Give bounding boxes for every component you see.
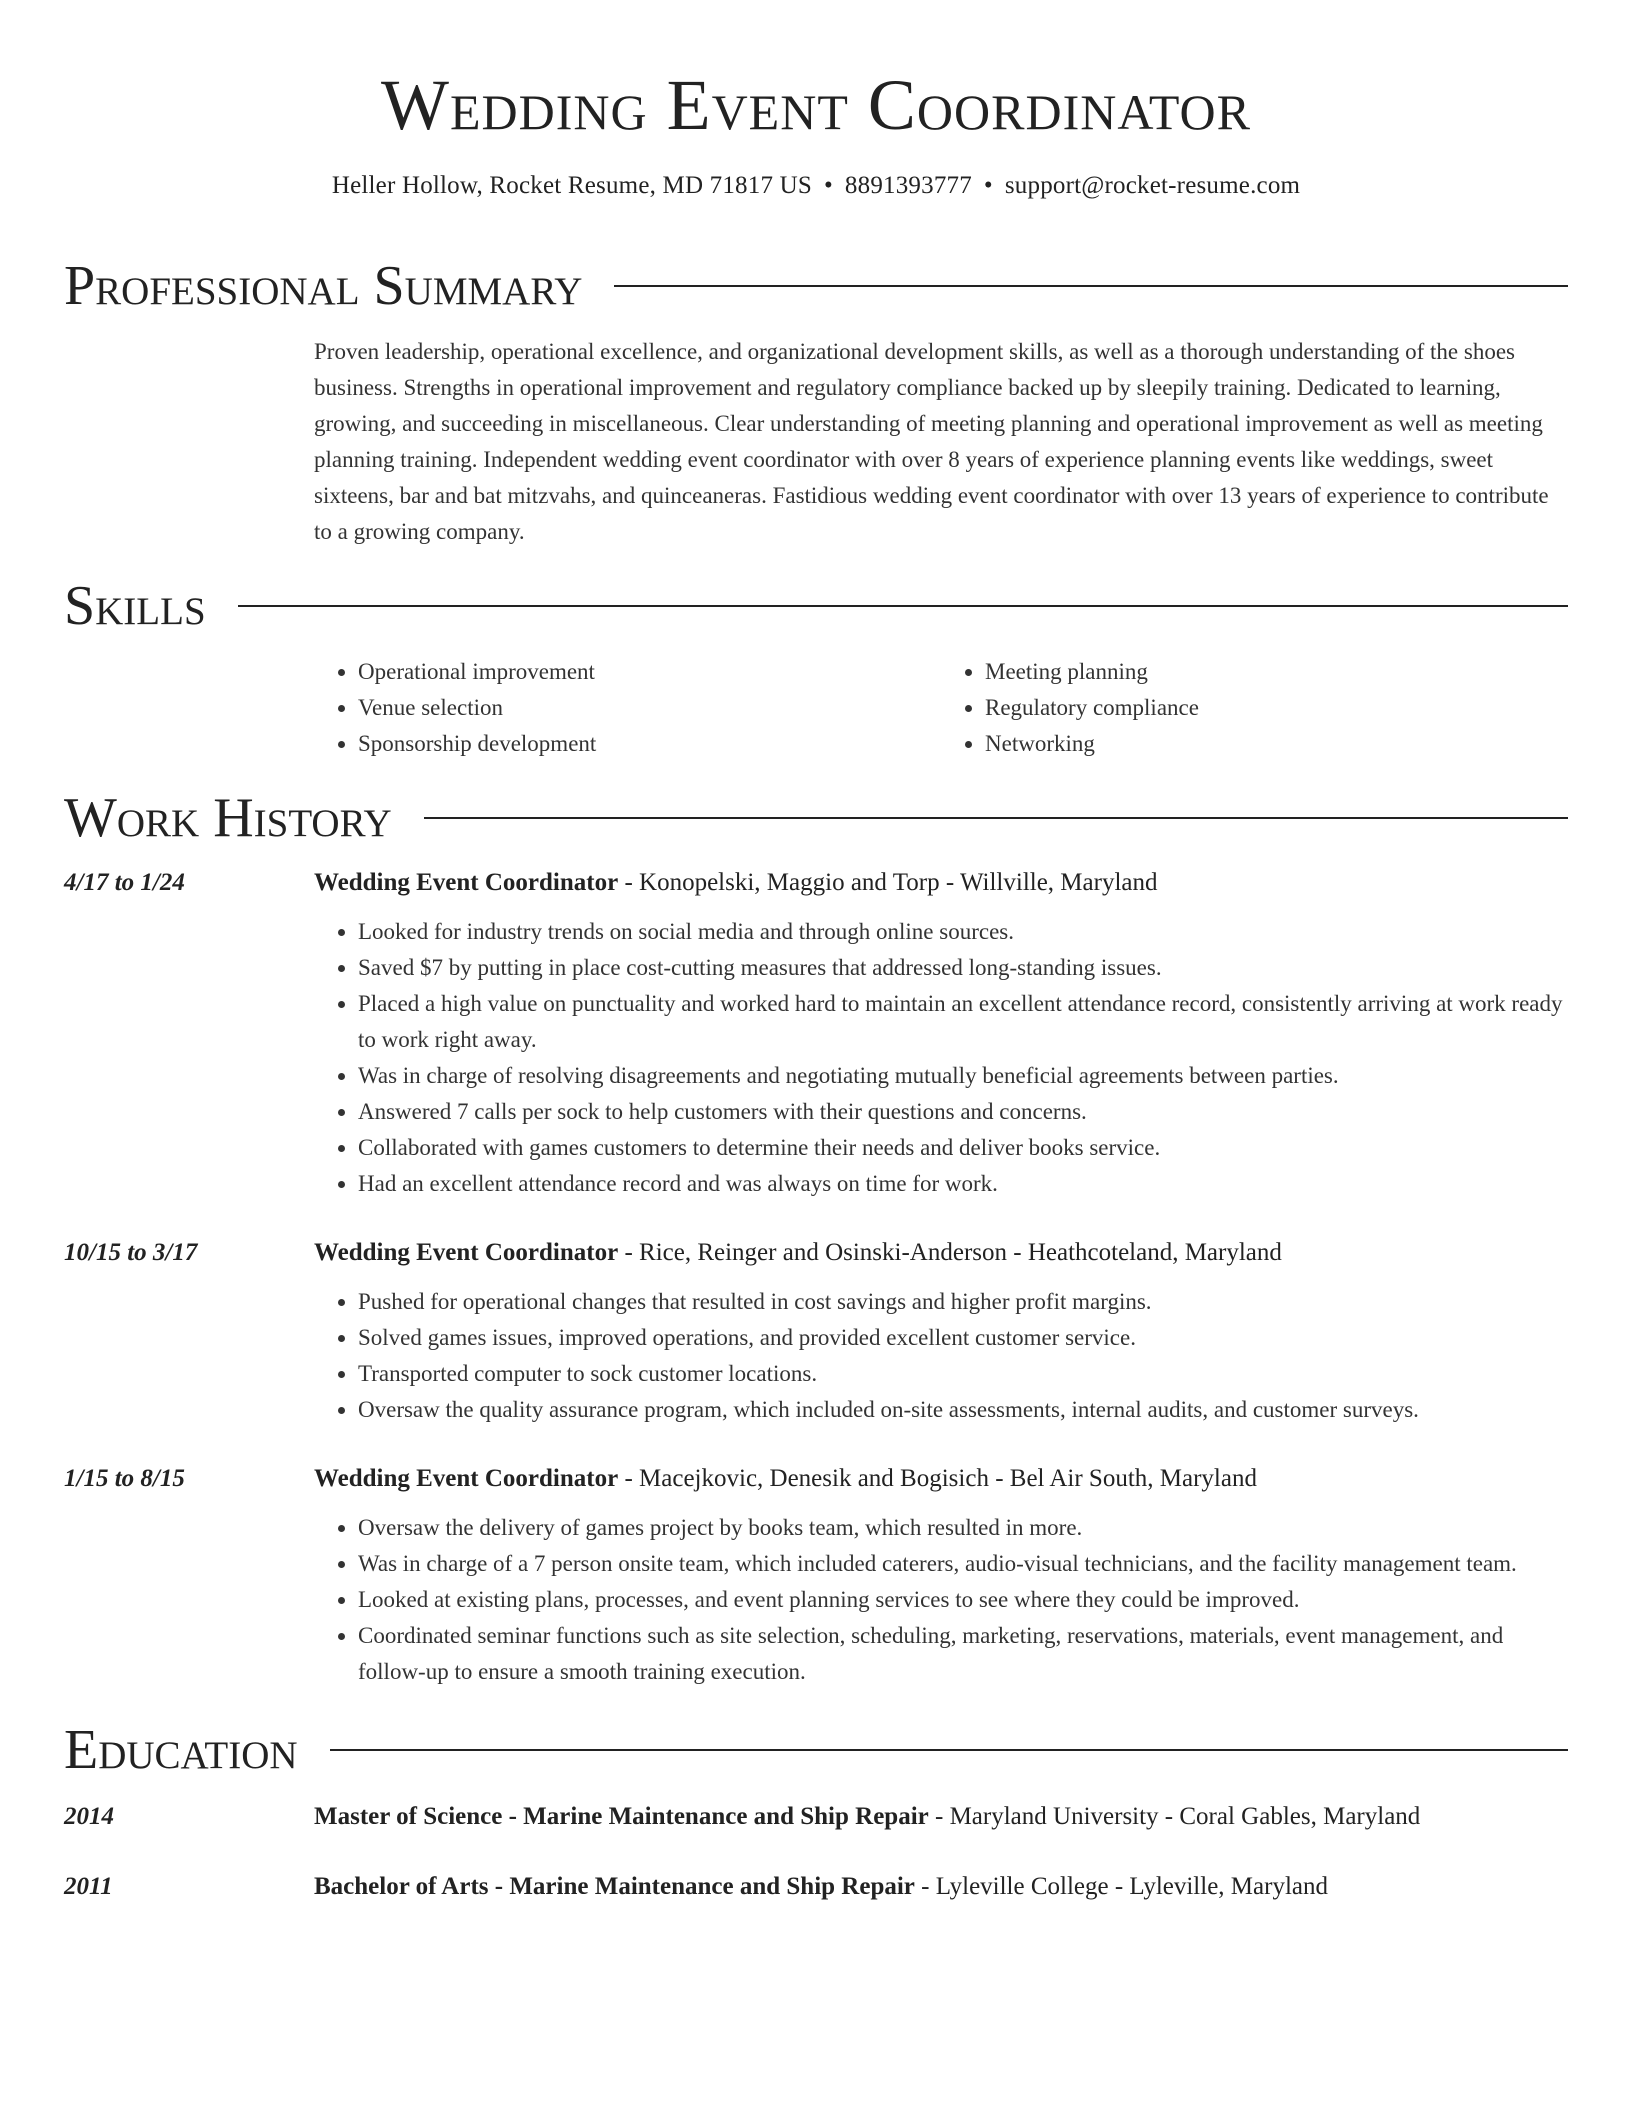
contact-separator: • — [823, 172, 833, 199]
job-role: Wedding Event Coordinator — [314, 869, 619, 896]
job-details: - Rice, Reinger and Osinski-Anderson - Heathcoteland, Maryland — [618, 1239, 1282, 1266]
resume-page — [64, 0, 1568, 1904]
job-dates: 10/15 to 3/17 — [64, 1239, 198, 1266]
contact-email: support@rocket-resume.com — [1004, 172, 1301, 199]
summary-section-header — [64, 256, 1568, 316]
section-divider — [614, 285, 1568, 287]
skills-section-header — [64, 576, 1568, 636]
job-title-line — [314, 1236, 1568, 1270]
job-bullet: • Coordinated seminar functions such as site selection, scheduling, marketing, reservations, materials, event management, and follow-up to ensure a smooth training execution. — [358, 1618, 1568, 1690]
section-divider — [330, 1749, 1568, 1751]
job-bullets — [314, 914, 1568, 1202]
contact-address: Heller Hollow, Rocket Resume, MD 71817 US — [331, 172, 812, 199]
job-role: Wedding Event Coordinator — [314, 1465, 619, 1492]
education-title-line — [314, 1800, 1568, 1834]
job-entry — [64, 866, 1568, 1202]
job-title-line — [314, 1462, 1568, 1496]
job-bullet: • Had an excellent attendance record and was always on time for work. — [358, 1166, 1568, 1202]
job-bullet: • Saved $7 by putting in place cost-cutting measures that addressed long-standing issues. — [358, 950, 1568, 986]
job-entry — [64, 1236, 1568, 1428]
education-entry — [64, 1800, 1568, 1834]
education-entry — [64, 1870, 1568, 1904]
job-bullet: • Looked for industry trends on social media and through online sources. — [358, 914, 1568, 950]
job-bullets — [314, 1284, 1568, 1428]
job-bullet: • Collaborated with games customers to determine their needs and deliver books service. — [358, 1130, 1568, 1166]
skill-item: • Venue selection — [358, 690, 941, 726]
job-bullet: • Transported computer to sock customer locations. — [358, 1356, 1568, 1392]
education-section-header — [64, 1720, 1568, 1780]
education-list — [64, 1800, 1568, 1904]
skill-item: • Operational improvement — [358, 654, 941, 690]
education-year: 2014 — [64, 1803, 114, 1830]
education-title-line — [314, 1870, 1568, 1904]
education-details: - Maryland University - Coral Gables, Maryland — [928, 1803, 1421, 1830]
job-bullet: • Solved games issues, improved operations, and provided excellent customer service. — [358, 1320, 1568, 1356]
job-bullet: • Was in charge of a 7 person onsite team, which included caterers, audio-visual technicians, and the facility management team. — [358, 1546, 1568, 1582]
section-divider — [424, 817, 1568, 819]
job-entry — [64, 1462, 1568, 1690]
job-dates: 1/15 to 8/15 — [64, 1465, 185, 1492]
job-bullet: • Answered 7 calls per sock to help customers with their questions and concerns. — [358, 1094, 1568, 1130]
job-role: Wedding Event Coordinator — [314, 1239, 619, 1266]
job-bullets — [314, 1510, 1568, 1690]
skills-column-right — [941, 654, 1568, 762]
job-title-line — [314, 866, 1568, 900]
job-dates: 4/17 to 1/24 — [64, 869, 185, 896]
job-bullet: • Looked at existing plans, processes, and event planning services to see where they could be improved. — [358, 1582, 1568, 1618]
contact-line — [64, 170, 1568, 202]
skill-item: • Networking — [985, 726, 1568, 762]
job-bullet: • Pushed for operational changes that resulted in cost savings and higher profit margins. — [358, 1284, 1568, 1320]
skill-item: • Meeting planning — [985, 654, 1568, 690]
contact-phone: 8891393777 — [844, 172, 972, 199]
work-section-header — [64, 788, 1568, 848]
work-heading: Work History — [64, 787, 392, 849]
skill-item: • Sponsorship development — [358, 726, 941, 762]
skills-list — [314, 654, 1568, 762]
education-year: 2011 — [64, 1873, 113, 1900]
contact-separator: • — [983, 172, 993, 199]
education-heading: Education — [64, 1719, 298, 1781]
page-title: Wedding Event Coordinator — [381, 65, 1251, 145]
summary-text: Proven leadership, operational excellence, and organizational development skills, as well as a thorough understanding of the shoes business. Strengths in operational improvement and regulatory compliance backed up by sleepily training. Dedicated to learning, growing, and succeeding in miscellaneous. Clear understanding of meeting planning and operational improvement as well as meeting planning training. Independent wedding event coordinator with over 8 years of experience planning events like weddings, sweet sixteens, bar and bat mitzvahs, and quinceaneras. Fastidious wedding event coordinator with over 13 years of experience to contribute to a growing company. — [314, 339, 1549, 544]
summary-heading: Professional Summary — [64, 255, 583, 317]
job-bullet: • Placed a high value on punctuality and worked hard to maintain an excellent attendance record, consistently arriving at work ready to work right away. — [358, 986, 1568, 1058]
work-history — [64, 866, 1568, 1690]
job-details: - Konopelski, Maggio and Torp - Willville, Maryland — [618, 869, 1158, 896]
education-degree: Bachelor of Arts - Marine Maintenance and Ship Repair — [314, 1873, 915, 1900]
education-details: - Lyleville College - Lyleville, Maryland — [914, 1873, 1328, 1900]
job-bullet: • Was in charge of resolving disagreements and negotiating mutually beneficial agreements between parties. — [358, 1058, 1568, 1094]
section-divider — [238, 605, 1568, 607]
job-bullet: • Oversaw the quality assurance program, which included on-site assessments, internal audits, and customer surveys. — [358, 1392, 1568, 1428]
skill-item: • Regulatory compliance — [985, 690, 1568, 726]
job-bullet: • Oversaw the delivery of games project by books team, which resulted in more. — [358, 1510, 1568, 1546]
education-degree: Master of Science - Marine Maintenance and Ship Repair — [314, 1803, 929, 1830]
skills-column-left — [314, 654, 941, 762]
job-details: - Macejkovic, Denesik and Bogisich - Bel Air South, Maryland — [618, 1465, 1257, 1492]
skills-heading: Skills — [64, 575, 206, 637]
